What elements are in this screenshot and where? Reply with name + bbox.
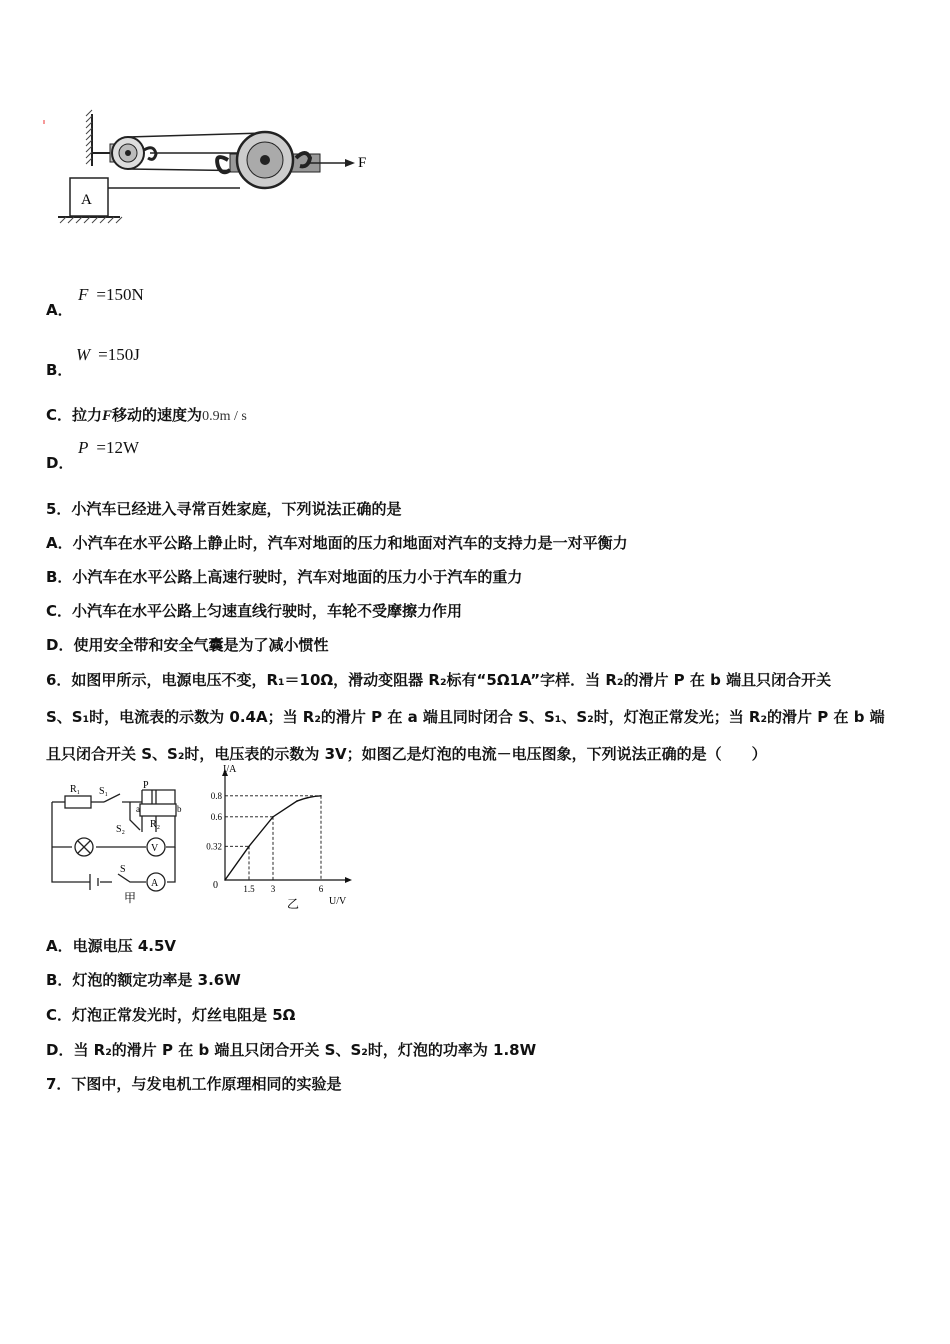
q4-option-d-key: D． bbox=[46, 454, 74, 472]
fixed-pulley bbox=[110, 137, 156, 169]
chart-caption: 乙 bbox=[287, 897, 300, 911]
q6-stem-line2: S、S₁时，电流表的示数为 0.4A；当 R₂的滑片 P 在 a 端且同时闭合 S、S₁、S₂时，灯泡正常发光；当 R₂的滑片 P 在 b 端 bbox=[46, 708, 885, 726]
x-tick-label: 1.5 bbox=[243, 884, 255, 894]
q6-option-d: D．当 R₂的滑片 P 在 b 端且只闭合开关 S、S₂时，灯泡的功率为 1.8W bbox=[46, 1041, 537, 1059]
q5-option-b: B．小汽车在水平公路上高速行驶时，汽车对地面的压力小于汽车的重力 bbox=[46, 568, 523, 586]
option-text: 拉力 bbox=[72, 406, 103, 424]
q6-stem-line3: 且只闭合开关 S、S₂时，电压表的示数为 3V；如图乙是灯泡的电流－电压图象，下列说法正确的是（ ） bbox=[46, 745, 767, 763]
q4-option-b-key: B． bbox=[46, 361, 73, 379]
q6-option-c: C．灯泡正常发光时，灯丝电阻是 5Ω bbox=[46, 1006, 296, 1024]
x-axis-label: U/V bbox=[329, 896, 347, 907]
q4-option-b-formula bbox=[76, 345, 140, 365]
iu-chart bbox=[195, 764, 355, 912]
formula-eq: =150J bbox=[98, 345, 140, 364]
x-tick-label: 6 bbox=[318, 884, 324, 894]
circuit-caption: 甲 bbox=[124, 891, 137, 905]
circuit-label-a: a bbox=[136, 804, 140, 814]
q5-option-c: C．小汽车在水平公路上匀速直线行驶时，车轮不受摩擦力作用 bbox=[46, 602, 463, 620]
circuit-label-r1: R₁ bbox=[70, 784, 81, 795]
formula-var: P bbox=[78, 438, 89, 457]
option-var: F bbox=[102, 408, 113, 424]
data-point bbox=[272, 816, 274, 818]
formula-eq: =150N bbox=[96, 285, 144, 304]
q6-stem-line1: 6．如图甲所示，电源电压不变，R₁＝10Ω，滑动变阻器 R₂标有“5Ω1A”字样．当 R₂的滑片 P 在 b 端且只闭合开关 bbox=[46, 671, 832, 689]
origin-label: 0 bbox=[213, 880, 218, 891]
option-value: 0.9m / s bbox=[202, 409, 247, 424]
data-point bbox=[224, 879, 226, 881]
y-tick-label: 0.8 bbox=[210, 790, 222, 801]
option-key: C． bbox=[46, 406, 73, 424]
y-tick-label: 0.32 bbox=[206, 841, 222, 852]
movable-pulley bbox=[217, 132, 320, 188]
formula-var: F bbox=[78, 285, 89, 304]
q5-stem: 5．小汽车已经进入寻常百姓家庭，下列说法正确的是 bbox=[46, 500, 402, 518]
pulley-figure bbox=[40, 108, 380, 233]
circuit-label-s: S bbox=[120, 864, 126, 875]
data-point bbox=[320, 795, 322, 797]
formula-var: W bbox=[76, 345, 91, 364]
circuit-label-r2: R₂ bbox=[150, 819, 161, 830]
q6-option-b: B．灯泡的额定功率是 3.6W bbox=[46, 971, 241, 989]
circuit-label-p: P bbox=[143, 780, 149, 791]
q5-option-d: D．使用安全带和安全气囊是为了减小惯性 bbox=[46, 636, 329, 654]
q4-option-a-formula bbox=[78, 285, 144, 305]
circuit-label-s1: S₁ bbox=[99, 786, 109, 797]
q4-option-d-formula bbox=[78, 438, 139, 458]
voltmeter-label: V bbox=[151, 843, 159, 854]
formula-eq: =12W bbox=[96, 438, 140, 457]
q6-option-a: A．电源电压 4.5V bbox=[46, 937, 177, 955]
q7-stem: 7．下图中，与发电机工作原理相同的实验是 bbox=[46, 1075, 342, 1093]
data-point bbox=[296, 800, 298, 802]
circuit-diagram bbox=[40, 772, 200, 912]
ammeter-label: A bbox=[151, 878, 159, 889]
circuit-label-s2: S₂ bbox=[116, 824, 126, 835]
option-text2: 移动的速度为 bbox=[112, 406, 203, 424]
x-axis-arrow bbox=[345, 877, 352, 883]
q4-option-a-key: A． bbox=[46, 301, 73, 319]
circuit-label-b: b bbox=[177, 804, 182, 814]
x-tick-label: 3 bbox=[270, 884, 276, 894]
q5-option-a: A．小汽车在水平公路上静止时，汽车对地面的压力和地面对汽车的支持力是一对平衡力 bbox=[46, 534, 628, 552]
y-axis-label: I/A bbox=[223, 764, 237, 775]
block-a-label: A bbox=[81, 192, 92, 208]
data-point bbox=[248, 846, 250, 848]
y-tick-label: 0.6 bbox=[210, 811, 222, 822]
q4-option-c bbox=[46, 404, 247, 425]
force-label: F bbox=[358, 155, 367, 171]
